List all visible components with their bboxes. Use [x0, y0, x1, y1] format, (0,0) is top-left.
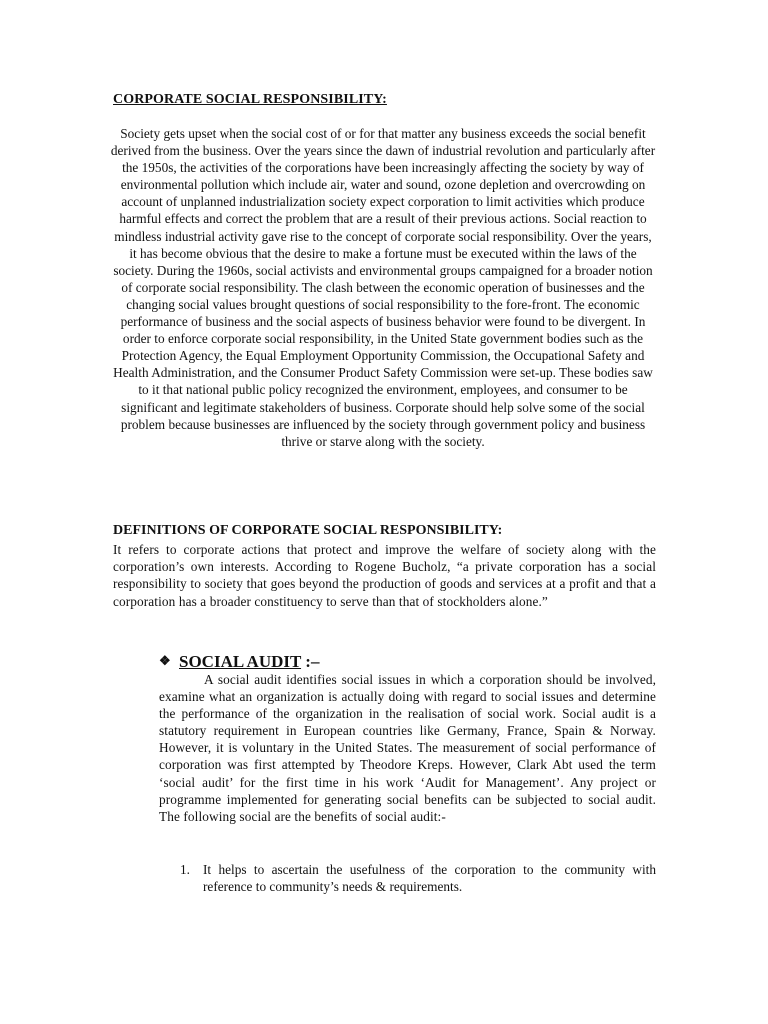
list-item-text: It helps to ascertain the usefulness of the corporation to the community with reference to community’s needs & requirements.: [203, 862, 656, 895]
social-audit-title: SOCIAL AUDIT: [179, 652, 302, 671]
list-item: [180, 861, 656, 895]
social-audit-paragraph: [159, 671, 656, 825]
definitions-heading: DEFINITIONS OF CORPORATE SOCIAL RESPONSIBILITY:: [113, 523, 503, 538]
social-audit-title-suffix: :–: [301, 652, 320, 671]
intro-text: Society gets upset when the social cost of or for that matter any business exceeds the social benefit derived from the business. Over the years since the dawn of industrial revolution and particularly after the 1950s, the activities of the corporations have been increasingly affecting the society by way of environmental pollution which include air, water and sound, ozone depletion and overcrowding on account of unplanned industrialization society expect corporation to limit activities which produce harmful effects and correct the problem that are a result of their previous actions. Social reaction to mindless industrial activity gave rise to the concept of corporate social responsibility. Over the years, it has become obvious that the desire to make a fortune must be executed within the laws of the society. During the 1960s, social activists and environmental groups campaigned for a broader notion of corporate social responsibility. The clash between the economic operation of businesses and the changing social values brought questions of social responsibility to the fore-front. The economic performance of business and the social aspects of business behavior were found to be divergent. In order to enforce corporate social responsibility, in the United State government bodies such as the Protection Agency, the Equal Employment Opportunity Commission, the Occupational Safety and Health Administration, and the Consumer Product Safety Commission were set-up. These bodies saw to it that national public policy recognized the environment, employees, and consumer to be significant and legitimate stakeholders of business. Corporate should help solve some of the social problem because businesses are influenced by the society through government policy and business thrive or starve along with the society.: [110, 126, 656, 449]
social-audit-heading: [159, 652, 319, 672]
intro-paragraph: [110, 125, 656, 450]
diamond-bullet-icon: ❖: [159, 653, 171, 668]
social-audit-text: A social audit identifies social issues in which a corporation should be involved, examine what an organization is actually doing with regard to social issues and determine the performance of the organization in the realisation of social work. Social audit is a statutory requirement in European countries like Germany, France, Spain & Norway. However, it is voluntary in the United States. The measurement of social performance of corporation was first attempted by Theodore Kreps. However, Clark Abt used the term ‘social audit’ for the first time in his work ‘Audit for Management’. Any project or programme implemented for generating social benefits can be subjected to social audit. The following social are the benefits of social audit:-: [159, 672, 656, 824]
list-item-number: 1.: [180, 862, 190, 877]
definitions-paragraph: [113, 541, 656, 610]
benefits-list: [180, 861, 656, 895]
definitions-text: It refers to corporate actions that protect and improve the welfare of society along with the corporation’s own interests. According to Rogene Bucholz, “a private corporation has a social responsibility to society that goes beyond the production of goods and services at a profit and that a corporation has a broader constituency to serve than that of stockholders alone.”: [113, 542, 656, 609]
page-title: CORPORATE SOCIAL RESPONSIBILITY:: [113, 92, 387, 107]
